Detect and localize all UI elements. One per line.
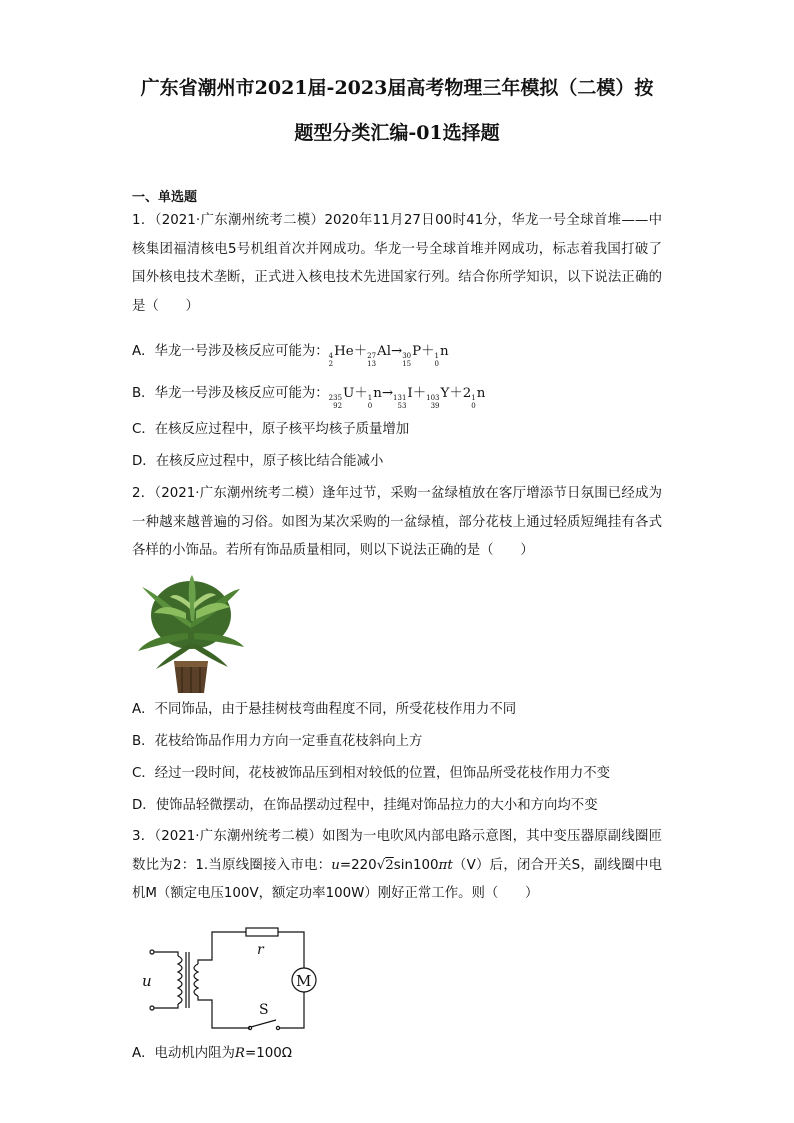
- title-line-2: 题型分类汇编-01选择题: [294, 122, 500, 144]
- nuclide-he: 4 2 He: [328, 344, 354, 368]
- resistance-var: R: [234, 1046, 245, 1061]
- coefficient: 2: [462, 386, 472, 401]
- label-u: u: [142, 972, 152, 990]
- primary-coil: [178, 956, 182, 1004]
- q1-option-c: C．在核反应过程中，原子核平均核子质量增加: [132, 422, 410, 437]
- terminal-bottom: [150, 1006, 154, 1010]
- resistor: [246, 928, 278, 936]
- label-r: r: [257, 942, 264, 958]
- q1-option-d: D．在核反应过程中，原子核比结合能减小: [132, 454, 384, 469]
- plant-pot: [174, 661, 208, 693]
- terminal-top: [150, 950, 154, 954]
- title-line-1: 广东省潮州市2021届-2023届高考物理三年模拟（二模）按: [140, 77, 654, 99]
- nuclide-n-2: 1 0 n: [471, 386, 486, 410]
- section-heading: 一、单选题: [132, 190, 198, 205]
- q1-option-a: A．华龙一号涉及核反应可能为： 4 2 He＋ 27 13 Al→ 30 15 P＋ 1 0 n: [132, 344, 449, 368]
- plus-sign: ＋: [353, 344, 368, 359]
- secondary-coil: [194, 964, 198, 996]
- voltage-var: u: [331, 857, 340, 873]
- switch-blade: [251, 1020, 276, 1027]
- nuclide-p: 30 15 P: [402, 344, 422, 368]
- q2-option-d: D．使饰品轻微摆动，在饰品摆动过程中，挂绳对饰品拉力的大小和方向均不变: [132, 798, 598, 813]
- q1-option-a-prefix: A．华龙一号涉及核反应可能为：: [132, 344, 329, 359]
- nuclide-n: 1 0 n: [367, 386, 382, 410]
- pi-t: πt: [438, 857, 453, 873]
- sqrt-symbol: √2: [376, 857, 394, 873]
- nuclide-u: 235 92 U: [328, 386, 355, 410]
- q1-option-b: B．华龙一号涉及核反应可能为： 235 92 U＋ 1 0 n→ 131 53 I＋ 103 39 Y＋2 1 0 n: [132, 386, 486, 410]
- label-motor: M: [296, 972, 312, 990]
- plant-leaves: [138, 575, 244, 669]
- reaction-arrow: →: [390, 344, 403, 359]
- q2-option-c: C．经过一段时间，花枝被饰品压到相对较低的位置，但饰品所受花枝作用力不变: [132, 766, 611, 781]
- nuclide-i: 131 53 I: [393, 386, 413, 410]
- q2-option-b: B．花枝给饰品作用力方向一定垂直花枝斜向上方: [132, 734, 423, 749]
- q3-option-a: A．电动机内阻为R=100Ω: [132, 1046, 293, 1061]
- nuclide-al: 27 13 Al: [367, 344, 391, 368]
- q3-stem: 3．（2021·广东潮州统考二模）如图为一电吹风内部电路示意图，其中变压器原副线圈匝数比为2：1.当原线圈接入市电：u=220√2sin100πt（V）后，闭合开关S，副线圈中电机M（额定电压100V，额定功率100W）刚好正常工作。则（ ）: [132, 829, 662, 901]
- q1-option-b-prefix: B．华龙一号涉及核反应可能为：: [132, 386, 329, 401]
- q2-stem: 2．（2021·广东潮州统考二模）逢年过节，采购一盆绿植放在客厅增添节日氛围已经成为一种越来越普遍的习俗。如图为某次采购的一盆绿植，部分花枝上通过轻质短绳挂有各式各样的小饰品。若所有饰品质量相同，则以下说法正确的是（ ）: [132, 486, 662, 558]
- q1-stem: 1．（2021·广东潮州统考二模）2020年11月27日00时41分，华龙一号全球首堆——中核集团福清核电5号机组首次并网成功。华龙一号全球首堆并网成功，标志着我国打破了国外核电技术垄断，正式进入核电技术先进国家行列。结合你所学知识，以下说法正确的是（ ）: [132, 213, 662, 314]
- document-title: [100, 66, 694, 156]
- nuclide-y: 103 39 Y: [426, 386, 450, 410]
- circuit-diagram: [138, 924, 338, 1036]
- label-switch: S: [259, 1002, 269, 1018]
- nuclide-n: 1 0 n: [434, 344, 449, 368]
- potted-plant-image: [136, 573, 246, 695]
- q2-option-a: A．不同饰品，由于悬挂树枝弯曲程度不同，所受花枝作用力不同: [132, 702, 517, 717]
